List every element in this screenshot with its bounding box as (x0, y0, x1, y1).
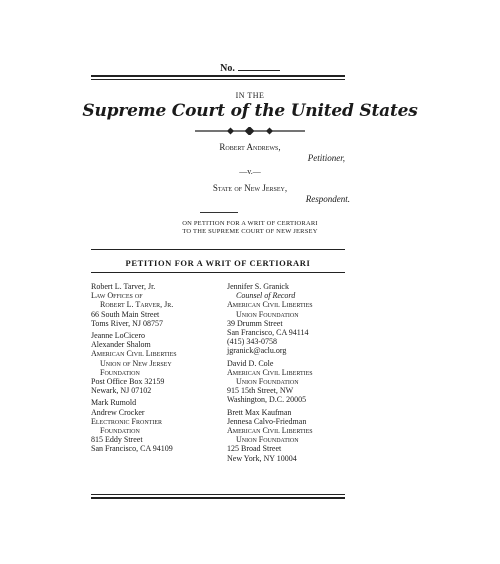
counsel-line: Post Office Box 32159 (91, 377, 165, 387)
counsel-line: Brett Max Kaufman (227, 407, 292, 417)
counsel-line: San Francisco, CA 94109 (91, 444, 173, 454)
petitioner-role: Petitioner, (307, 153, 345, 163)
counsel-line: Mark Rumold (91, 398, 137, 408)
counsel-line: American Civil Liberties (227, 367, 313, 377)
counsel-line: 815 Eddy Street (91, 435, 143, 445)
counsel-block (91, 282, 221, 328)
counsel-block (227, 408, 357, 463)
counsel-line: Jeanne LoCicero (91, 331, 145, 341)
top-rule-thick (91, 75, 345, 77)
counsel-block (227, 282, 357, 356)
counsel-line: Electronic Frontier (91, 416, 162, 426)
counsel-line: Union of New Jersey (100, 358, 172, 368)
counsel-line: Newark, NJ 07102 (91, 386, 152, 396)
on-petition-line-1: ON PETITION FOR A WRIT OF CERTIORARI (182, 220, 318, 227)
counsel-line: American Civil Liberties (91, 349, 177, 359)
caption-short-rule (200, 212, 238, 213)
title-rule-bottom (91, 272, 345, 273)
counsel-block (91, 331, 221, 395)
counsel-line: Andrew Crocker (91, 407, 145, 417)
counsel-line: Law Offices of (91, 291, 143, 301)
in-the-label: IN THE (235, 91, 265, 100)
counsel-line: Union Foundation (236, 377, 299, 387)
counsel-line: Jennesa Calvo-Friedman (227, 416, 307, 426)
counsel-line: American Civil Liberties (227, 426, 313, 436)
counsel-line: 39 Drumm Street (227, 318, 283, 328)
docket-number (0, 61, 500, 74)
title-rule-top (91, 249, 345, 250)
counsel-block (227, 359, 357, 405)
docket-blank-line (238, 61, 280, 71)
ornament-divider (195, 127, 305, 135)
counsel-line: Robert L. Tarver, Jr. (100, 300, 174, 310)
court-name: Supreme Court of the United States (82, 101, 418, 121)
ornament-diamond-center (245, 127, 255, 135)
counsel-line: Foundation (100, 367, 140, 377)
counsel-line: Washington, D.C. 20005 (227, 395, 307, 405)
document-title: PETITION FOR A WRIT OF CERTIORARI (125, 258, 311, 268)
counsel-line: David D. Cole (227, 358, 274, 368)
respondent-role: Respondent. (305, 194, 350, 204)
counsel-line: Toms River, NJ 08757 (91, 318, 164, 328)
counsel-line: Union Foundation (236, 309, 299, 319)
petitioner-name: Robert Andrews, (219, 142, 281, 152)
ornament-diamond-left (227, 127, 234, 134)
on-petition-line-2: TO THE SUPREME COURT OF NEW JERSEY (182, 228, 318, 235)
counsel-line: American Civil Liberties (227, 300, 313, 310)
versus-label: —v.— (239, 167, 261, 176)
counsel-line: Robert L. Tarver, Jr. (91, 282, 156, 291)
bottom-rule-thick (91, 497, 345, 499)
counsel-line: Foundation (100, 426, 140, 436)
counsel-line: Counsel of Record (236, 291, 296, 301)
bottom-rule-thin (91, 494, 345, 495)
counsel-column-left (91, 282, 221, 454)
ornament-diamond-right (266, 127, 273, 134)
counsel-line: Union Foundation (236, 435, 299, 445)
counsel-line: 66 South Main Street (91, 309, 160, 319)
counsel-line: New York, NY 10004 (227, 453, 297, 463)
top-rule-thin (91, 79, 345, 80)
counsel-line: San Francisco, CA 94114 (227, 328, 309, 338)
counsel-line: Jennifer S. Granick (227, 282, 289, 291)
counsel-line: (415) 343-0758 (227, 337, 277, 347)
docket-label: No. (220, 63, 235, 74)
counsel-block (91, 398, 221, 453)
counsel-line: jgranick@aclu.org (227, 346, 287, 356)
counsel-line: Alexander Shalom (91, 340, 151, 350)
respondent-name: State of New Jersey, (212, 183, 288, 193)
counsel-column-right (227, 282, 357, 463)
counsel-line: 915 15th Street, NW (227, 386, 294, 396)
counsel-line: 125 Broad Street (227, 444, 282, 454)
